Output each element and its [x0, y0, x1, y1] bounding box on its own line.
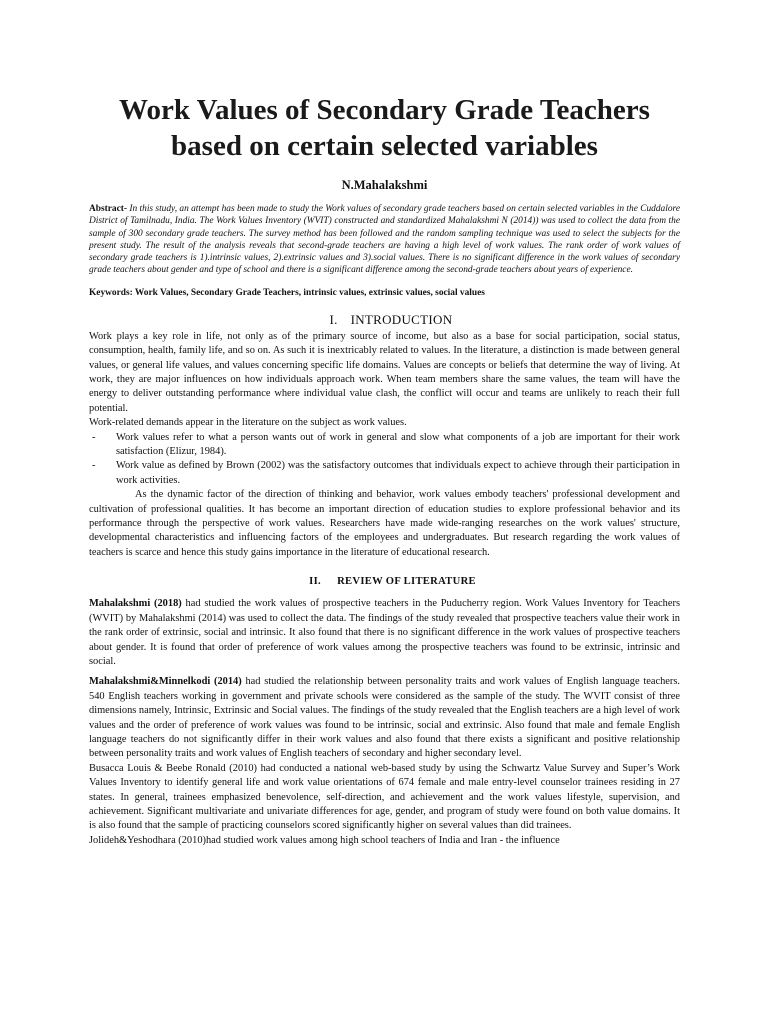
- literature-entry: [89, 597, 680, 669]
- bullet-dash: -: [92, 460, 96, 472]
- section-heading-introduction: [89, 312, 680, 328]
- citation-text: had studied the work values of prospective teachers in the Puducherry region. Work Values Inventory for Teachers (WVIT) by Mahalakshmi (2014) was used to collect the data. The findings of the study revealed that prospective teachers value their work in the rank order of extrinsic, social and intrinsic. It also found that there is no significant difference in the work values of prospective teachers about gender. It is found that order of preference of work values among the prospective teachers was found to be extrinsic, intrinsic and social.: [89, 598, 680, 667]
- bullet-text: Work values refer to what a person wants out of work in general and slow what components of a job are important for their work satisfaction (Elizur, 1984).: [116, 431, 680, 458]
- citation-ref: Mahalakshmi (2018): [89, 598, 182, 610]
- intro-paragraph-2: Work-related demands appear in the literature on the subject as work values.: [89, 417, 407, 429]
- literature-entry: [89, 762, 680, 834]
- paper-title: Work Values of Secondary Grade Teachers based on certain selected variables: [119, 94, 650, 162]
- citation-ref: Jolideh&Yeshodhara (2010): [89, 834, 206, 846]
- author-name: N.Mahalakshmi: [341, 178, 428, 192]
- abstract-label: Abstract-: [89, 204, 128, 214]
- section-number: II.: [309, 576, 321, 588]
- section-number: I.: [329, 311, 338, 327]
- bullet-dash: -: [92, 431, 96, 443]
- citation-text: had studied the relationship between personality traits and work values of English language teachers. 540 English teachers working in government and private schools were considered as the sample of the study. The WVIT consist of three dimensions namely, Intrinsic, Extrinsic and Social values. The findings of the study revealed that the English teachers are a high level of work values and the order of preference of work values was found to be intrinsic, social and extrinsic. Also found that male and female English language teachers do not significantly differ in their work values and also found that there exists a significant and positive relationship between personality traits and work values of English teachers of secondary and higher secondary level.: [89, 676, 680, 760]
- citation-text: had studied work values among high school teachers of India and Iran - the influence: [205, 834, 560, 846]
- section-heading-review: [89, 576, 680, 587]
- abstract-text: In this study, an attempt has been made to study the Work values of secondary grade teachers based on certain selected variables in the Cuddalore District of Tamilnadu, India. The Work Values Inventory (WVIT) constructed and standardized Mahalakshmi N (2014)) was used to collect the data from the sample of 300 secondary grade teachers. The survey method has been followed and the random sampling technique was used to select the subjects for the present study. The result of the analysis reveals that second-grade teachers are having a high level of work values. The rank order of work values of secondary grade teachers is 1).intrinsic values, 2).extrinsic values and 3).social values. There is no significant difference in the work values of secondary grade teachers about gender and type of school and there is a significant difference among the second-grade teachers about years of experience.: [89, 204, 680, 276]
- intro-paragraph-3: As the dynamic factor of the direction of thinking and behavior, work values embody teachers' professional development and cultivation of professional qualities. It has become an important direction of education studies to explore professional behavior and its performance through the perspective of work values. Researchers have made wide-ranging researches on the work values' structure, developmental characteristics and influencing factors of the employees and undergraduates. But research regarding the work values of teachers is scarce and hence this study gains importance in the literature of educational research.: [89, 489, 680, 558]
- abstract: [89, 203, 680, 277]
- bullet-item: [89, 431, 680, 460]
- bullet-text: Work value as defined by Brown (2002) was the satisfactory outcomes that individuals expect to achieve through their participation in work activities.: [116, 460, 680, 486]
- intro-paragraph-1: Work plays a key role in life, not only as of the primary source of income, but also as a base for social participation, social status, consumption, health, family life, and so on. As such it is inextricably related to values. In the literature, a distinction is made between general values, or general life values, and values concerning specific life domains. Values are concepts or beliefs that determine the way of living. At work, they are major influences on how individuals approach work. When team members share the same values, the team will have the energy to deliver outstanding performance where individual value clash, the conflict will occur and teams are unlikely to reach their full potential.: [89, 330, 680, 414]
- section-title: INTRODUCTION: [350, 311, 453, 327]
- section-title: REVIEW OF LITERATURE: [337, 576, 476, 588]
- literature-entry: [89, 834, 680, 848]
- keywords: Keywords: Work Values, Secondary Grade Teachers, intrinsic values, extrinsic values, social values: [89, 287, 485, 298]
- literature-entry: [89, 675, 680, 761]
- bullet-item: [89, 459, 680, 488]
- citation-ref: Mahalakshmi&Minnelkodi (2014): [89, 676, 242, 688]
- citation-ref: Busacca Louis & Beebe Ronald (2010): [89, 762, 258, 774]
- citation-text: had conducted a national web-based study by using the Schwartz Value Survey and Super’s Work Values Inventory to identify general life and work value orientations of 674 female and male entry-level counselor trainees residing in 27 states. In general, trainees emphasized benevolence, self-direction, and achievement and the work values lifestyle, supervision, and achievement. Significant multivariate and univariate differences for age, gender, and program of study were found on both value domains. It is also found that the sample of practicing counselors scored significantly higher on several values than did trainees.: [89, 762, 680, 832]
